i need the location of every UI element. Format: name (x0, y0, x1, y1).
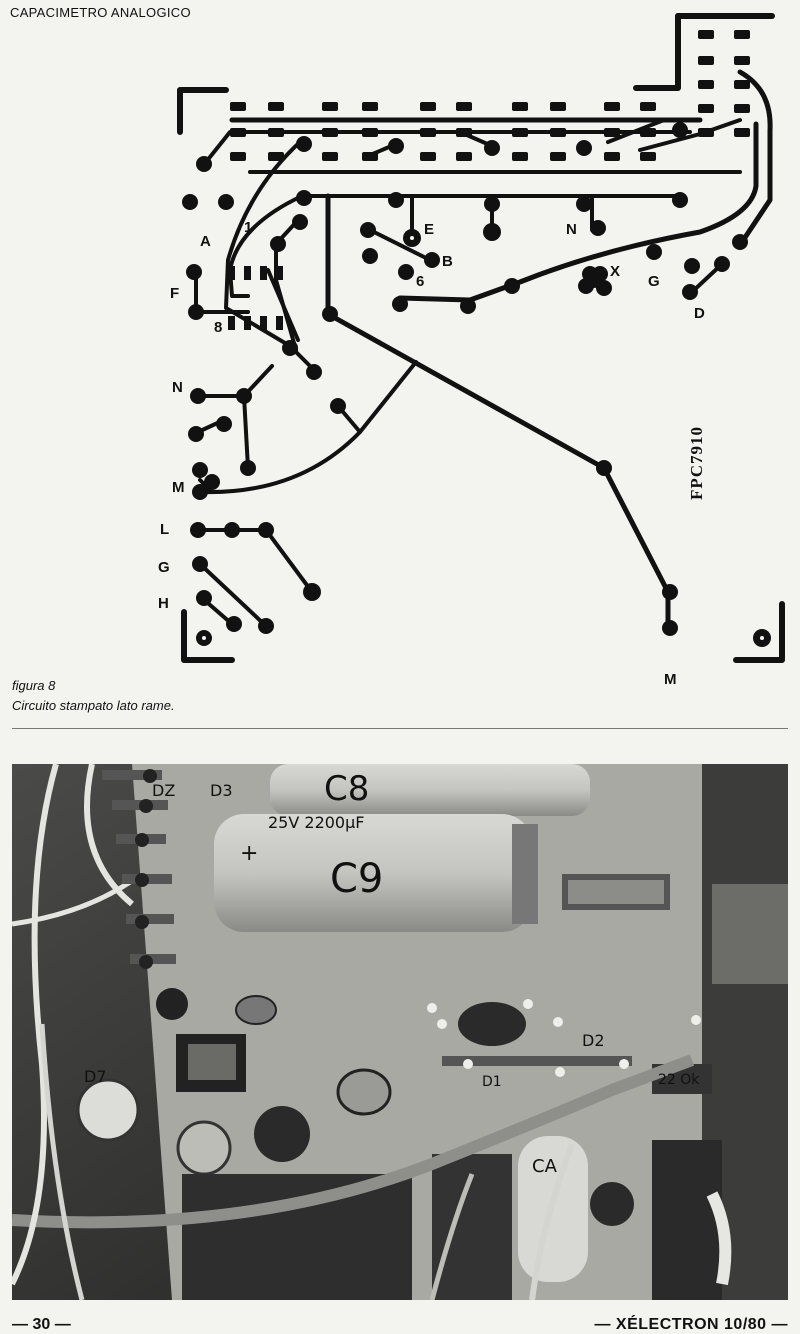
pad-label-h: H (158, 595, 169, 612)
pin-label-6: 6 (416, 273, 425, 290)
capacitor-rating: 25V 2200µF (268, 813, 365, 832)
pad-label-m-bottom: M (664, 671, 677, 688)
capacitor-label-c9: C9 (330, 856, 384, 902)
board-code: FPC7910 (687, 425, 706, 500)
capacitor-plus-sign: + (240, 841, 259, 866)
component-label-d2: D2 (582, 1031, 605, 1050)
component-label-d1: D1 (482, 1074, 502, 1090)
pin-label-1: 1 (244, 219, 253, 236)
figure-number: figura 8 (12, 678, 56, 693)
pad-label-n-top: N (566, 221, 577, 238)
running-header: CAPACIMETRO ANALOGICO (10, 5, 191, 20)
pad-label-f: F (170, 285, 180, 302)
figure-caption-text: Circuito stampato lato rame. (12, 698, 175, 713)
component-label-d3: D3 (210, 781, 233, 800)
magazine-issue: — XÉLECTRON 10/80 — (594, 1316, 788, 1333)
figure-caption (12, 676, 175, 716)
resistor-label: 22 Ok (658, 1072, 700, 1088)
pad-label-a: A (200, 233, 211, 250)
circuit-photo (12, 764, 788, 1300)
pad-label-e: E (424, 221, 435, 238)
pad-label-x: X (610, 263, 621, 280)
pin-label-8: 8 (214, 319, 223, 336)
component-label-ca: CA (532, 1156, 557, 1177)
pad-label-l: L (160, 521, 170, 538)
page-number: — 30 — (12, 1316, 71, 1333)
pad-label-m-left: M (172, 479, 185, 496)
capacitor-label-c8: C8 (324, 769, 370, 809)
pad-label-g-top: G (648, 273, 660, 290)
pad-label-g-left: G (158, 559, 170, 576)
component-label-d7: D7 (84, 1067, 107, 1086)
component-label-dz: DZ (152, 781, 176, 800)
section-divider (12, 728, 788, 729)
pad-label-d: D (694, 305, 705, 322)
pad-label-b: B (442, 253, 453, 270)
pad-label-n-left: N (172, 379, 183, 396)
